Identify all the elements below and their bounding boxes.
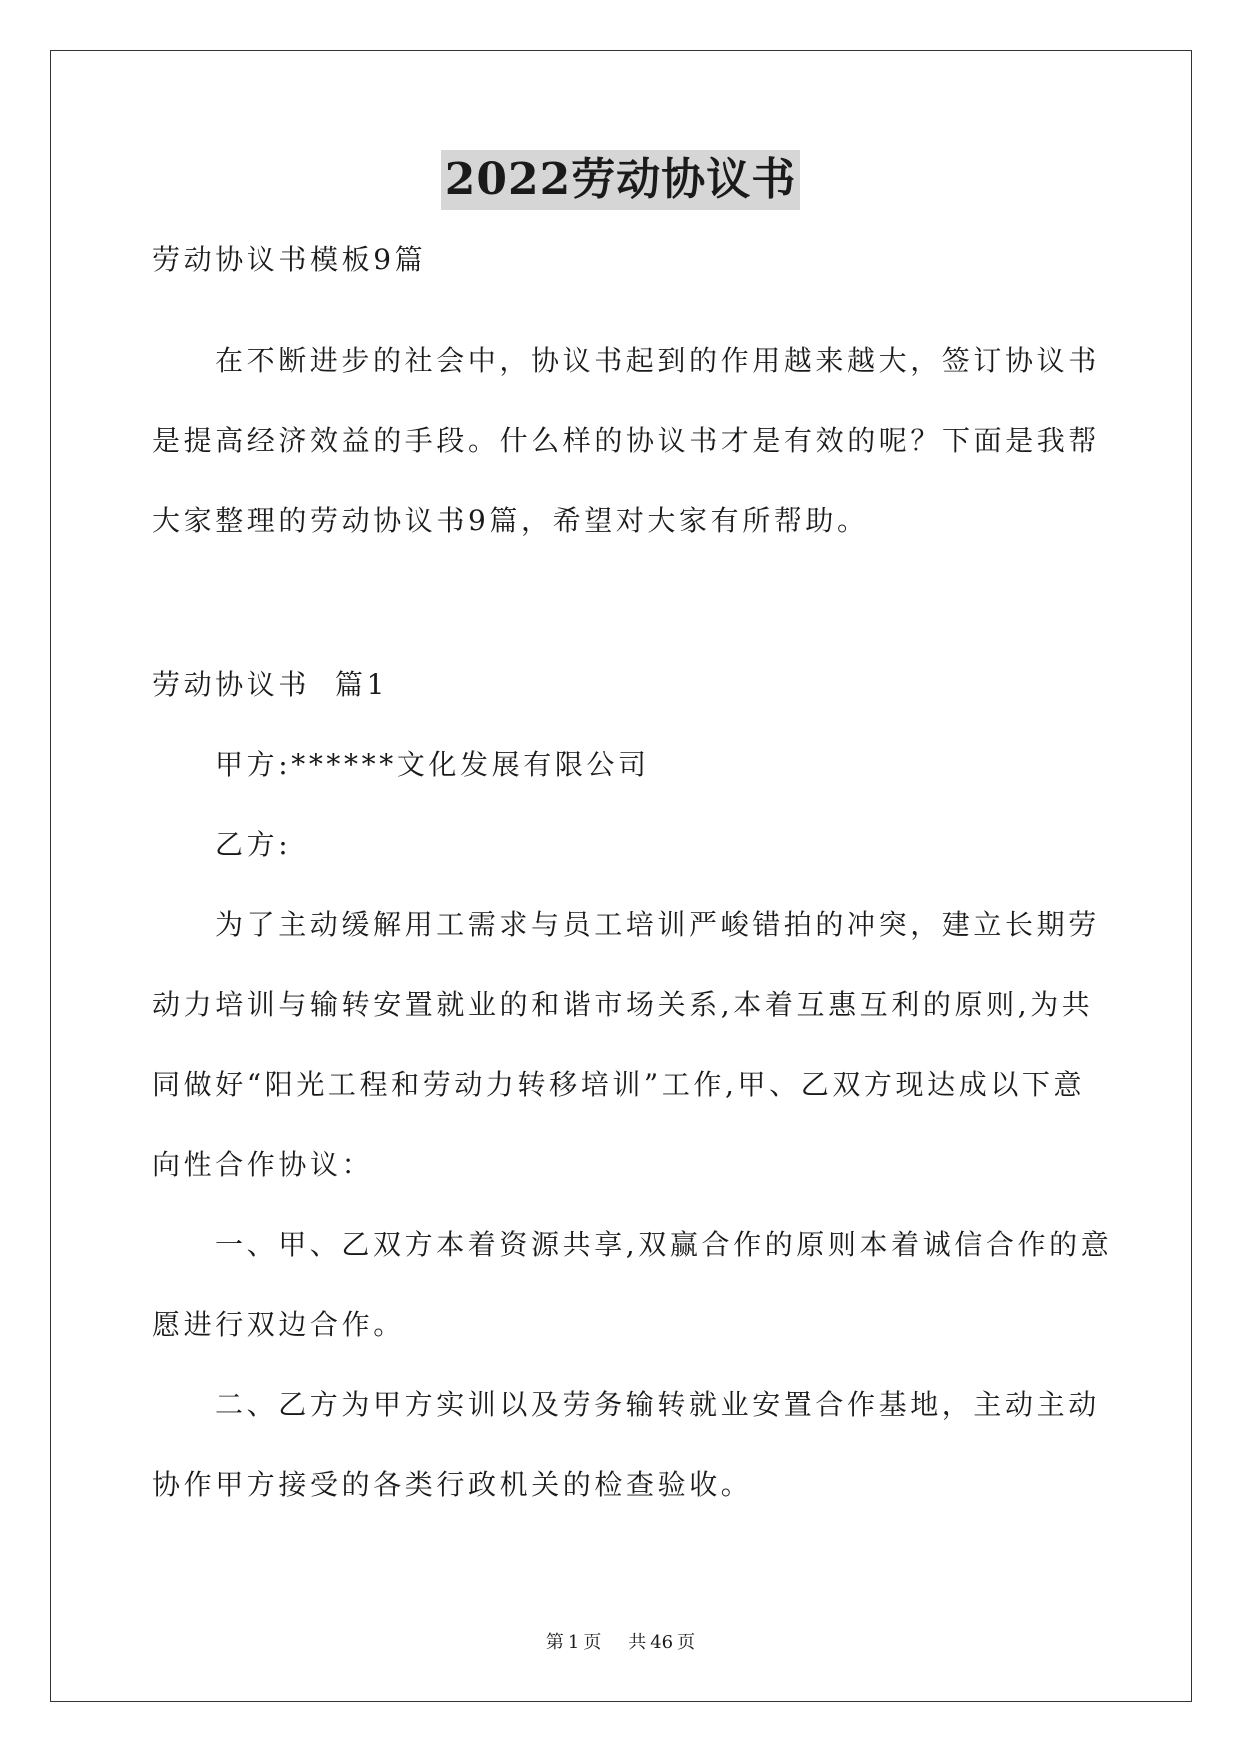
- total-label-prefix: 共: [628, 1632, 647, 1653]
- total-pages: 46: [650, 1632, 674, 1653]
- title-container: [0, 150, 1241, 210]
- party-a-line: 甲方:******文化发展有限公司: [215, 748, 650, 781]
- section-heading: 劳动协议书 篇1: [152, 668, 389, 701]
- body-line: 一、甲、乙双方本着资源共享,双赢合作的原则本着诚信合作的意: [215, 1228, 1113, 1261]
- body-line: 同做好“阳光工程和劳动力转移培训”工作,甲、乙双方现达成以下意: [152, 1068, 1086, 1101]
- intro-line: 是提高经济效益的手段。什么样的协议书才是有效的呢？下面是我帮: [152, 424, 1101, 457]
- page-label-suffix: 页: [583, 1632, 602, 1653]
- page-number: 1: [567, 1632, 580, 1653]
- party-b-line: 乙方:: [215, 828, 292, 861]
- body-line: 为了主动缓解用工需求与员工培训严峻错拍的冲突，建立长期劳: [215, 908, 1100, 941]
- intro-line: 大家整理的劳动协议书9篇，希望对大家有所帮助。: [152, 504, 869, 537]
- total-label-suffix: 页: [677, 1632, 696, 1653]
- body-line: 愿进行双边合作。: [152, 1308, 405, 1341]
- document-subtitle: 劳动协议书模板9篇: [152, 243, 427, 276]
- document-title: 2022劳动协议书: [441, 150, 800, 210]
- page-label-prefix: 第: [545, 1632, 564, 1653]
- page-border: [50, 50, 1192, 1702]
- body-line: 二、乙方为甲方实训以及劳务输转就业安置合作基地，主动主动: [215, 1388, 1100, 1421]
- intro-line: 在不断进步的社会中，协议书起到的作用越来越大，签订协议书: [215, 344, 1100, 377]
- body-line: 动力培训与输转安置就业的和谐市场关系,本着互惠互利的原则,为共: [152, 988, 1094, 1021]
- body-line: 协作甲方接受的各类行政机关的检查验收。: [152, 1468, 753, 1501]
- body-line: 向性合作协议：: [152, 1148, 374, 1181]
- page-footer: [0, 1631, 1241, 1655]
